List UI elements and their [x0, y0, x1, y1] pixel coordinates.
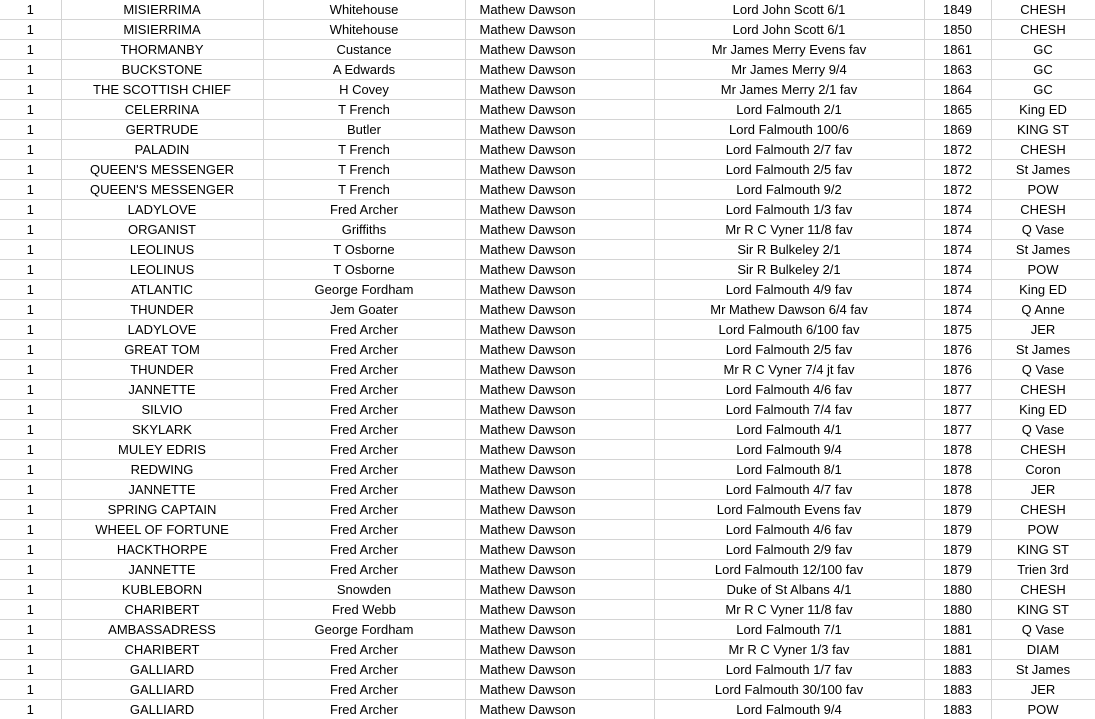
cell-owner-odds[interactable]: Lord Falmouth 9/4 [654, 440, 924, 460]
cell-year[interactable]: 1879 [924, 560, 991, 580]
cell-position[interactable]: 1 [0, 700, 61, 719]
cell-position[interactable]: 1 [0, 460, 61, 480]
cell-race[interactable]: CHESH [991, 140, 1095, 160]
cell-trainer[interactable]: Mathew Dawson [465, 180, 654, 200]
table-row [0, 200, 1095, 220]
cell-year[interactable]: 1874 [924, 260, 991, 280]
cell-race[interactable]: GC [991, 40, 1095, 60]
table-row [0, 460, 1095, 480]
cell-owner-odds[interactable]: Mr R C Vyner 11/8 fav [654, 220, 924, 240]
cell-trainer[interactable]: Mathew Dawson [465, 320, 654, 340]
table-row [0, 160, 1095, 180]
cell-trainer[interactable]: Mathew Dawson [465, 240, 654, 260]
cell-trainer[interactable]: Mathew Dawson [465, 160, 654, 180]
cell-race[interactable]: KING ST [991, 540, 1095, 560]
cell-race[interactable]: St James [991, 660, 1095, 680]
cell-year[interactable]: 1880 [924, 580, 991, 600]
cell-year[interactable]: 1877 [924, 380, 991, 400]
cell-race[interactable]: Coron [991, 460, 1095, 480]
cell-jockey[interactable]: T French [263, 140, 465, 160]
cell-owner-odds[interactable]: Lord Falmouth 1/7 fav [654, 660, 924, 680]
cell-trainer[interactable]: Mathew Dawson [465, 580, 654, 600]
cell-jockey[interactable]: Fred Archer [263, 660, 465, 680]
cell-trainer[interactable]: Mathew Dawson [465, 360, 654, 380]
cell-year[interactable]: 1863 [924, 60, 991, 80]
table-row [0, 60, 1095, 80]
cell-position[interactable]: 1 [0, 120, 61, 140]
cell-position[interactable]: 1 [0, 260, 61, 280]
cell-year[interactable]: 1874 [924, 300, 991, 320]
cell-year[interactable]: 1878 [924, 480, 991, 500]
table-row [0, 340, 1095, 360]
cell-position[interactable]: 1 [0, 160, 61, 180]
cell-horse[interactable]: SILVIO [61, 400, 263, 420]
cell-horse[interactable]: JANNETTE [61, 380, 263, 400]
cell-trainer[interactable]: Mathew Dawson [465, 500, 654, 520]
table-row [0, 140, 1095, 160]
cell-trainer[interactable]: Mathew Dawson [465, 560, 654, 580]
cell-year[interactable]: 1879 [924, 540, 991, 560]
cell-owner-odds[interactable]: Lord Falmouth 6/100 fav [654, 320, 924, 340]
cell-horse[interactable]: THUNDER [61, 300, 263, 320]
cell-race[interactable]: CHESH [991, 580, 1095, 600]
cell-trainer[interactable]: Mathew Dawson [465, 440, 654, 460]
table-row [0, 220, 1095, 240]
cell-year[interactable]: 1883 [924, 680, 991, 700]
cell-horse[interactable]: GALLIARD [61, 700, 263, 719]
cell-owner-odds[interactable]: Lord Falmouth 2/9 fav [654, 540, 924, 560]
cell-trainer[interactable]: Mathew Dawson [465, 380, 654, 400]
cell-owner-odds[interactable]: Lord Falmouth 2/5 fav [654, 160, 924, 180]
cell-trainer[interactable]: Mathew Dawson [465, 600, 654, 620]
cell-race[interactable]: CHESH [991, 20, 1095, 40]
cell-owner-odds[interactable]: Lord Falmouth 2/1 [654, 100, 924, 120]
cell-trainer[interactable]: Mathew Dawson [465, 260, 654, 280]
cell-race[interactable]: St James [991, 160, 1095, 180]
table-row [0, 700, 1095, 719]
cell-trainer[interactable]: Mathew Dawson [465, 620, 654, 640]
table-row [0, 240, 1095, 260]
cell-trainer[interactable]: Mathew Dawson [465, 660, 654, 680]
cell-jockey[interactable]: Fred Archer [263, 360, 465, 380]
cell-owner-odds[interactable]: Lord Falmouth 4/6 fav [654, 380, 924, 400]
table-row [0, 300, 1095, 320]
cell-jockey[interactable]: T French [263, 100, 465, 120]
cell-position[interactable]: 1 [0, 140, 61, 160]
table-row [0, 180, 1095, 200]
cell-horse[interactable]: CHARIBERT [61, 600, 263, 620]
cell-year[interactable]: 1877 [924, 420, 991, 440]
cell-trainer[interactable]: Mathew Dawson [465, 100, 654, 120]
cell-jockey[interactable]: Fred Archer [263, 700, 465, 719]
table-row [0, 280, 1095, 300]
cell-position[interactable]: 1 [0, 580, 61, 600]
cell-race[interactable]: DIAM [991, 640, 1095, 660]
cell-trainer[interactable]: Mathew Dawson [465, 200, 654, 220]
table-row [0, 260, 1095, 280]
cell-owner-odds[interactable]: Lord Falmouth 30/100 fav [654, 680, 924, 700]
cell-jockey[interactable]: Fred Archer [263, 340, 465, 360]
cell-horse[interactable]: MULEY EDRIS [61, 440, 263, 460]
cell-race[interactable]: Q Vase [991, 220, 1095, 240]
cell-jockey[interactable]: Fred Archer [263, 540, 465, 560]
cell-owner-odds[interactable]: Lord Falmouth 8/1 [654, 460, 924, 480]
cell-horse[interactable]: GERTRUDE [61, 120, 263, 140]
cell-position[interactable]: 1 [0, 0, 61, 20]
cell-race[interactable]: POW [991, 260, 1095, 280]
table-row [0, 440, 1095, 460]
cell-year[interactable]: 1875 [924, 320, 991, 340]
cell-jockey[interactable]: Griffiths [263, 220, 465, 240]
cell-owner-odds[interactable]: Lord John Scott 6/1 [654, 0, 924, 20]
cell-owner-odds[interactable]: Lord Falmouth 2/5 fav [654, 340, 924, 360]
table-row [0, 520, 1095, 540]
cell-race[interactable]: GC [991, 60, 1095, 80]
cell-year[interactable]: 1874 [924, 240, 991, 260]
cell-trainer[interactable]: Mathew Dawson [465, 680, 654, 700]
cell-owner-odds[interactable]: Mr James Merry Evens fav [654, 40, 924, 60]
cell-trainer[interactable]: Mathew Dawson [465, 700, 654, 719]
cell-year[interactable]: 1874 [924, 200, 991, 220]
cell-year[interactable]: 1879 [924, 500, 991, 520]
cell-owner-odds[interactable]: Lord Falmouth 7/4 fav [654, 400, 924, 420]
cell-race[interactable]: CHESH [991, 500, 1095, 520]
cell-position[interactable]: 1 [0, 440, 61, 460]
cell-race[interactable]: KING ST [991, 120, 1095, 140]
cell-position[interactable]: 1 [0, 180, 61, 200]
cell-year[interactable]: 1879 [924, 520, 991, 540]
cell-race[interactable]: JER [991, 320, 1095, 340]
cell-trainer[interactable]: Mathew Dawson [465, 120, 654, 140]
cell-position[interactable]: 1 [0, 600, 61, 620]
cell-horse[interactable]: LADYLOVE [61, 320, 263, 340]
table-row [0, 560, 1095, 580]
cell-race[interactable]: St James [991, 340, 1095, 360]
cell-trainer[interactable]: Mathew Dawson [465, 420, 654, 440]
table-row [0, 400, 1095, 420]
cell-position[interactable]: 1 [0, 540, 61, 560]
cell-race[interactable]: CHESH [991, 0, 1095, 20]
cell-year[interactable]: 1876 [924, 340, 991, 360]
cell-position[interactable]: 1 [0, 680, 61, 700]
cell-position[interactable]: 1 [0, 80, 61, 100]
cell-position[interactable]: 1 [0, 360, 61, 380]
cell-position[interactable]: 1 [0, 100, 61, 120]
cell-year[interactable]: 1872 [924, 140, 991, 160]
cell-position[interactable]: 1 [0, 340, 61, 360]
table-row [0, 320, 1095, 340]
cell-horse[interactable]: LEOLINUS [61, 260, 263, 280]
cell-owner-odds[interactable]: Mr James Merry 9/4 [654, 60, 924, 80]
cell-year[interactable]: 1883 [924, 700, 991, 719]
cell-position[interactable]: 1 [0, 480, 61, 500]
cell-owner-odds[interactable]: Lord John Scott 6/1 [654, 20, 924, 40]
cell-horse[interactable]: CELERRINA [61, 100, 263, 120]
cell-position[interactable]: 1 [0, 320, 61, 340]
cell-trainer[interactable]: Mathew Dawson [465, 280, 654, 300]
cell-position[interactable]: 1 [0, 620, 61, 640]
cell-owner-odds[interactable]: Lord Falmouth 9/2 [654, 180, 924, 200]
cell-race[interactable]: POW [991, 520, 1095, 540]
cell-trainer[interactable]: Mathew Dawson [465, 400, 654, 420]
cell-horse[interactable]: QUEEN'S MESSENGER [61, 160, 263, 180]
cell-owner-odds[interactable]: Lord Falmouth 4/9 fav [654, 280, 924, 300]
cell-race[interactable]: JER [991, 680, 1095, 700]
cell-year[interactable]: 1877 [924, 400, 991, 420]
cell-position[interactable]: 1 [0, 380, 61, 400]
cell-jockey[interactable]: Fred Archer [263, 480, 465, 500]
cell-horse[interactable]: ATLANTIC [61, 280, 263, 300]
table-row [0, 360, 1095, 380]
cell-jockey[interactable]: George Fordham [263, 280, 465, 300]
cell-jockey[interactable]: Fred Archer [263, 560, 465, 580]
cell-horse[interactable]: JANNETTE [61, 480, 263, 500]
cell-position[interactable]: 1 [0, 420, 61, 440]
cell-trainer[interactable]: Mathew Dawson [465, 300, 654, 320]
cell-jockey[interactable]: Fred Archer [263, 400, 465, 420]
cell-horse[interactable]: JANNETTE [61, 560, 263, 580]
cell-horse[interactable]: MISIERRIMA [61, 20, 263, 40]
cell-race[interactable]: Trien 3rd [991, 560, 1095, 580]
cell-jockey[interactable]: Fred Archer [263, 640, 465, 660]
cell-race[interactable]: Q Vase [991, 360, 1095, 380]
cell-owner-odds[interactable]: Mr Mathew Dawson 6/4 fav [654, 300, 924, 320]
cell-trainer[interactable]: Mathew Dawson [465, 140, 654, 160]
cell-owner-odds[interactable]: Sir R Bulkeley 2/1 [654, 240, 924, 260]
cell-owner-odds[interactable]: Lord Falmouth 7/1 [654, 620, 924, 640]
cell-horse[interactable]: THUNDER [61, 360, 263, 380]
cell-horse[interactable]: LEOLINUS [61, 240, 263, 260]
cell-race[interactable]: King ED [991, 100, 1095, 120]
cell-position[interactable]: 1 [0, 200, 61, 220]
cell-owner-odds[interactable]: Lord Falmouth 2/7 fav [654, 140, 924, 160]
cell-year[interactable]: 1872 [924, 180, 991, 200]
cell-race[interactable]: CHESH [991, 440, 1095, 460]
table-row [0, 40, 1095, 60]
cell-horse[interactable]: KUBLEBORN [61, 580, 263, 600]
cell-jockey[interactable]: A Edwards [263, 60, 465, 80]
cell-race[interactable]: CHESH [991, 380, 1095, 400]
cell-horse[interactable]: THE SCOTTISH CHIEF [61, 80, 263, 100]
cell-year[interactable]: 1880 [924, 600, 991, 620]
cell-horse[interactable]: HACKTHORPE [61, 540, 263, 560]
cell-trainer[interactable]: Mathew Dawson [465, 60, 654, 80]
table-row [0, 120, 1095, 140]
table-row [0, 600, 1095, 620]
cell-race[interactable]: King ED [991, 400, 1095, 420]
cell-race[interactable]: JER [991, 480, 1095, 500]
cell-jockey[interactable]: Fred Archer [263, 380, 465, 400]
cell-jockey[interactable]: Whitehouse [263, 0, 465, 20]
cell-jockey[interactable]: T Osborne [263, 260, 465, 280]
cell-year[interactable]: 1874 [924, 220, 991, 240]
cell-position[interactable]: 1 [0, 40, 61, 60]
cell-trainer[interactable]: Mathew Dawson [465, 480, 654, 500]
cell-owner-odds[interactable]: Lord Falmouth 4/7 fav [654, 480, 924, 500]
table-row [0, 660, 1095, 680]
table-row [0, 480, 1095, 500]
cell-position[interactable]: 1 [0, 520, 61, 540]
cell-trainer[interactable]: Mathew Dawson [465, 80, 654, 100]
cell-jockey[interactable]: Fred Archer [263, 320, 465, 340]
table-row [0, 100, 1095, 120]
cell-race[interactable]: POW [991, 180, 1095, 200]
cell-owner-odds[interactable]: Lord Falmouth 9/4 [654, 700, 924, 719]
cell-position[interactable]: 1 [0, 60, 61, 80]
table-row [0, 540, 1095, 560]
table-row [0, 680, 1095, 700]
cell-horse[interactable]: CHARIBERT [61, 640, 263, 660]
cell-horse[interactable]: GALLIARD [61, 680, 263, 700]
cell-trainer[interactable]: Mathew Dawson [465, 460, 654, 480]
cell-horse[interactable]: AMBASSADRESS [61, 620, 263, 640]
cell-year[interactable]: 1876 [924, 360, 991, 380]
cell-position[interactable]: 1 [0, 20, 61, 40]
table-row [0, 80, 1095, 100]
cell-position[interactable]: 1 [0, 400, 61, 420]
cell-trainer[interactable]: Mathew Dawson [465, 220, 654, 240]
cell-horse[interactable]: WHEEL OF FORTUNE [61, 520, 263, 540]
cell-horse[interactable]: MISIERRIMA [61, 0, 263, 20]
cell-position[interactable]: 1 [0, 240, 61, 260]
cell-race[interactable]: Q Vase [991, 420, 1095, 440]
cell-horse[interactable]: SPRING CAPTAIN [61, 500, 263, 520]
cell-trainer[interactable]: Mathew Dawson [465, 40, 654, 60]
cell-owner-odds[interactable]: Mr James Merry 2/1 fav [654, 80, 924, 100]
cell-position[interactable]: 1 [0, 560, 61, 580]
table-row [0, 420, 1095, 440]
cell-horse[interactable]: BUCKSTONE [61, 60, 263, 80]
cell-jockey[interactable]: George Fordham [263, 620, 465, 640]
cell-jockey[interactable]: Fred Archer [263, 420, 465, 440]
cell-year[interactable]: 1872 [924, 160, 991, 180]
table-row [0, 20, 1095, 40]
cell-race[interactable]: KING ST [991, 600, 1095, 620]
cell-owner-odds[interactable]: Duke of St Albans 4/1 [654, 580, 924, 600]
cell-year[interactable]: 1869 [924, 120, 991, 140]
cell-owner-odds[interactable]: Lord Falmouth Evens fav [654, 500, 924, 520]
cell-trainer[interactable]: Mathew Dawson [465, 520, 654, 540]
cell-trainer[interactable]: Mathew Dawson [465, 20, 654, 40]
cell-race[interactable]: Q Vase [991, 620, 1095, 640]
cell-owner-odds[interactable]: Sir R Bulkeley 2/1 [654, 260, 924, 280]
cell-position[interactable]: 1 [0, 220, 61, 240]
cell-trainer[interactable]: Mathew Dawson [465, 0, 654, 20]
cell-jockey[interactable]: Fred Webb [263, 600, 465, 620]
cell-horse[interactable]: GREAT TOM [61, 340, 263, 360]
cell-jockey[interactable]: Butler [263, 120, 465, 140]
cell-year[interactable]: 1874 [924, 280, 991, 300]
cell-owner-odds[interactable]: Lord Falmouth 12/100 fav [654, 560, 924, 580]
cell-jockey[interactable]: Fred Archer [263, 520, 465, 540]
cell-jockey[interactable]: T French [263, 180, 465, 200]
table-row [0, 620, 1095, 640]
cell-horse[interactable]: QUEEN'S MESSENGER [61, 180, 263, 200]
cell-race[interactable]: GC [991, 80, 1095, 100]
cell-horse[interactable]: LADYLOVE [61, 200, 263, 220]
cell-jockey[interactable]: Whitehouse [263, 20, 465, 40]
cell-year[interactable]: 1850 [924, 20, 991, 40]
cell-year[interactable]: 1861 [924, 40, 991, 60]
cell-trainer[interactable]: Mathew Dawson [465, 340, 654, 360]
cell-jockey[interactable]: Fred Archer [263, 500, 465, 520]
cell-jockey[interactable]: H Covey [263, 80, 465, 100]
cell-year[interactable]: 1878 [924, 460, 991, 480]
cell-jockey[interactable]: Custance [263, 40, 465, 60]
cell-horse[interactable]: ORGANIST [61, 220, 263, 240]
table-row [0, 580, 1095, 600]
cell-position[interactable]: 1 [0, 300, 61, 320]
cell-position[interactable]: 1 [0, 280, 61, 300]
cell-owner-odds[interactable]: Mr R C Vyner 7/4 jt fav [654, 360, 924, 380]
cell-owner-odds[interactable]: Lord Falmouth 100/6 [654, 120, 924, 140]
cell-jockey[interactable]: Snowden [263, 580, 465, 600]
cell-year[interactable]: 1878 [924, 440, 991, 460]
cell-owner-odds[interactable]: Lord Falmouth 4/1 [654, 420, 924, 440]
cell-jockey[interactable]: Fred Archer [263, 680, 465, 700]
cell-owner-odds[interactable]: Mr R C Vyner 11/8 fav [654, 600, 924, 620]
cell-jockey[interactable]: Fred Archer [263, 460, 465, 480]
cell-year[interactable]: 1864 [924, 80, 991, 100]
cell-horse[interactable]: GALLIARD [61, 660, 263, 680]
cell-race[interactable]: King ED [991, 280, 1095, 300]
cell-year[interactable]: 1865 [924, 100, 991, 120]
cell-trainer[interactable]: Mathew Dawson [465, 540, 654, 560]
cell-year[interactable]: 1881 [924, 640, 991, 660]
cell-year[interactable]: 1881 [924, 620, 991, 640]
cell-horse[interactable]: THORMANBY [61, 40, 263, 60]
cell-position[interactable]: 1 [0, 500, 61, 520]
cell-position[interactable]: 1 [0, 640, 61, 660]
cell-jockey[interactable]: T French [263, 160, 465, 180]
table-row [0, 380, 1095, 400]
table-row [0, 0, 1095, 20]
cell-trainer[interactable]: Mathew Dawson [465, 640, 654, 660]
cell-horse[interactable]: SKYLARK [61, 420, 263, 440]
cell-year[interactable]: 1883 [924, 660, 991, 680]
cell-owner-odds[interactable]: Lord Falmouth 1/3 fav [654, 200, 924, 220]
cell-horse[interactable]: PALADIN [61, 140, 263, 160]
cell-race[interactable]: POW [991, 700, 1095, 719]
table-row [0, 640, 1095, 660]
cell-owner-odds[interactable]: Mr R C Vyner 1/3 fav [654, 640, 924, 660]
cell-horse[interactable]: REDWING [61, 460, 263, 480]
cell-position[interactable]: 1 [0, 660, 61, 680]
cell-jockey[interactable]: T Osborne [263, 240, 465, 260]
cell-jockey[interactable]: Fred Archer [263, 200, 465, 220]
cell-race[interactable]: CHESH [991, 200, 1095, 220]
cell-race[interactable]: St James [991, 240, 1095, 260]
cell-owner-odds[interactable]: Lord Falmouth 4/6 fav [654, 520, 924, 540]
cell-race[interactable]: Q Anne [991, 300, 1095, 320]
table-row [0, 500, 1095, 520]
cell-year[interactable]: 1849 [924, 0, 991, 20]
cell-jockey[interactable]: Jem Goater [263, 300, 465, 320]
cell-jockey[interactable]: Fred Archer [263, 440, 465, 460]
